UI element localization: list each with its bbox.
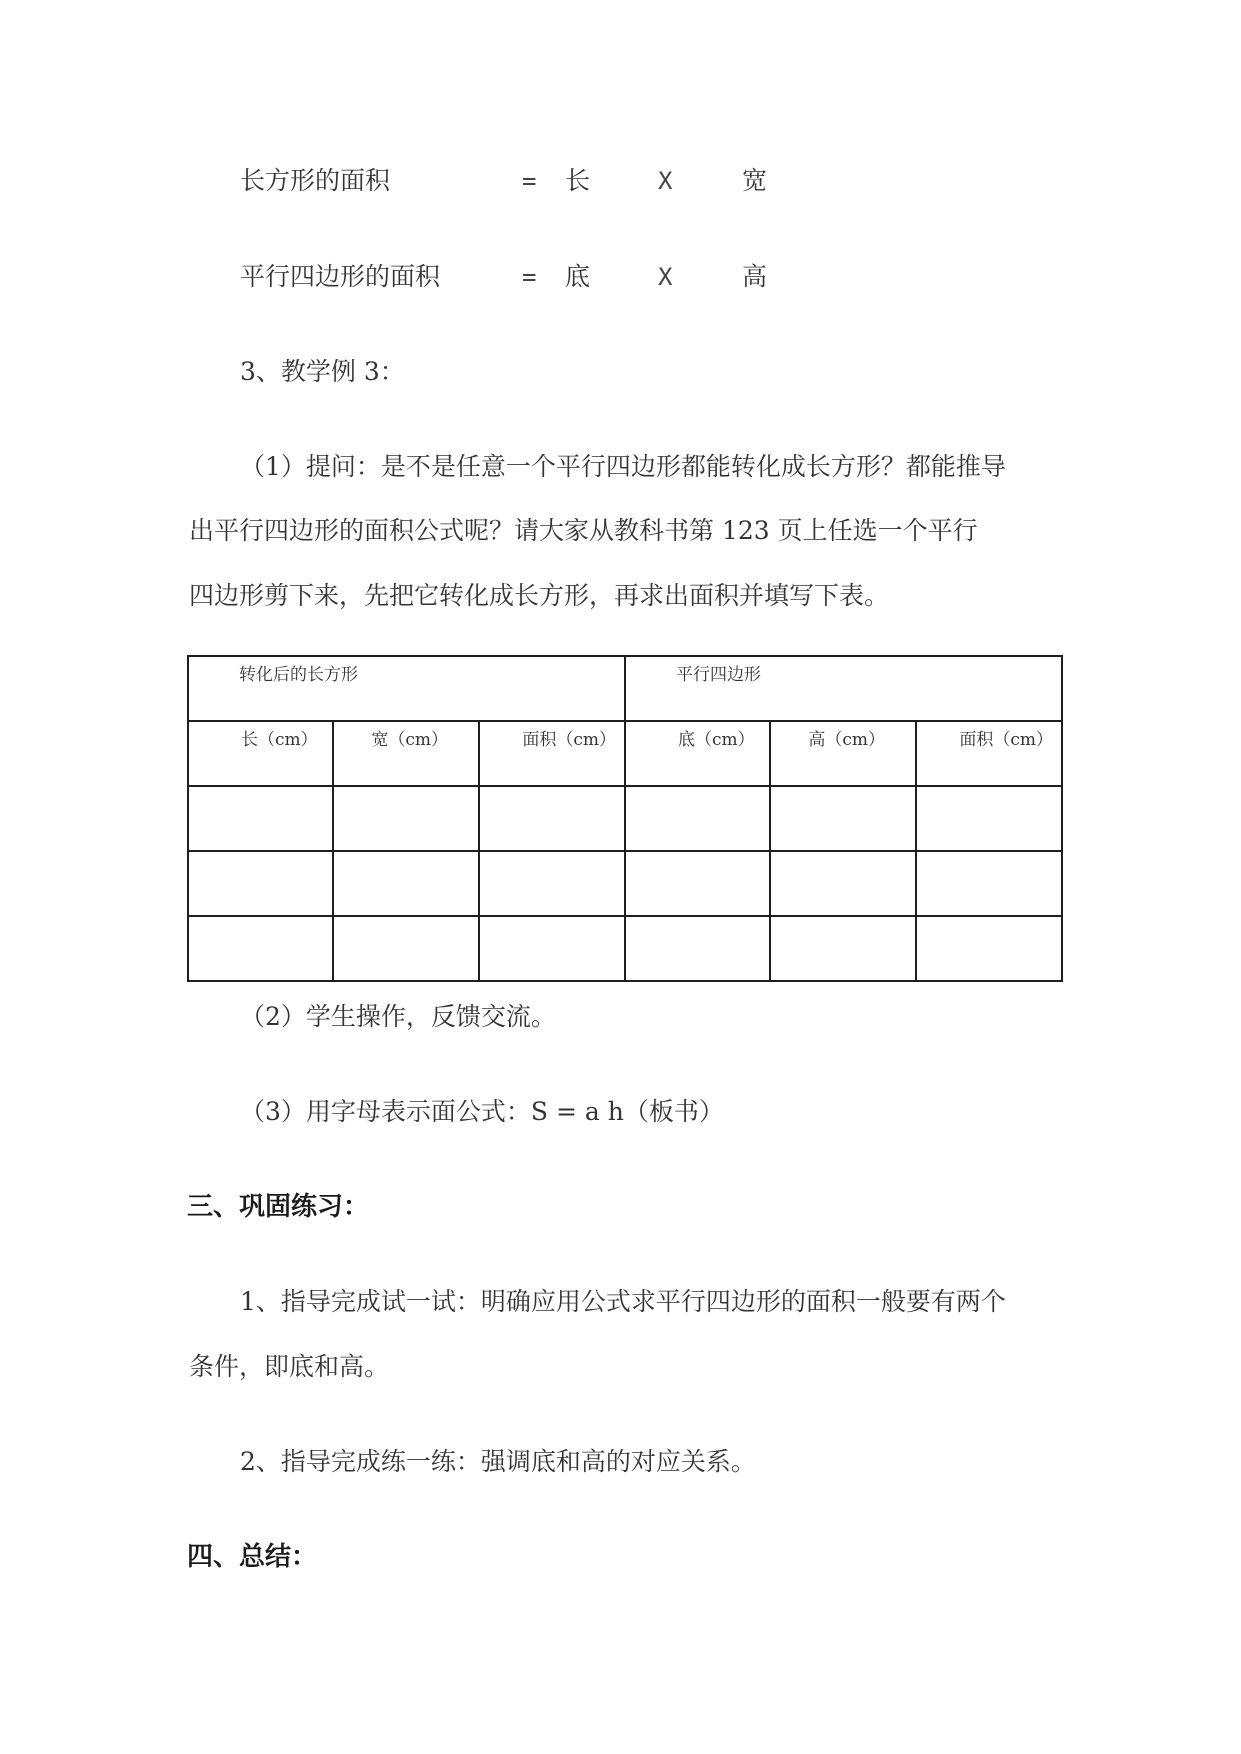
example-q2: （2）学生操作，反馈交流。: [240, 1002, 556, 1031]
table-cell: [625, 851, 770, 916]
column-header-base: 底（cm）: [625, 721, 770, 786]
formula-rectangle-name: 长方形的面积: [240, 166, 391, 195]
table-cell: [770, 916, 916, 981]
formula-rectangle-width: 宽: [742, 166, 768, 195]
column-header-width: 宽（cm）: [333, 721, 479, 786]
table-cell: [770, 851, 916, 916]
table-cell: [770, 786, 916, 851]
table-cell: [625, 916, 770, 981]
table-cell: [333, 916, 479, 981]
table-row: [188, 916, 1062, 981]
section-3-heading: 三、巩固练习：: [187, 1192, 370, 1222]
formula-parallelogram-name: 平行四边形的面积: [240, 262, 441, 291]
formula-rectangle-equals: =: [522, 167, 537, 195]
table-cell: [333, 786, 479, 851]
example-title: 3、教学例 3：: [240, 357, 405, 386]
formula-parallelogram-height: 高: [742, 262, 768, 291]
table-cell: [188, 916, 333, 981]
table-row: [188, 851, 1062, 916]
section-3-item-1-line-1: 1、指导完成试一试：明确应用公式求平行四边形的面积一般要有两个: [240, 1287, 1006, 1316]
table-cell: [479, 851, 625, 916]
table-cell: [916, 851, 1062, 916]
example-q1-line-1: （1）提问：是不是任意一个平行四边形都能转化成长方形？都能推导: [240, 452, 1006, 481]
table-column-header-row: [188, 721, 1062, 786]
formula-parallelogram-equals: =: [522, 263, 537, 291]
table-cell: [479, 786, 625, 851]
section-4-heading: 四、总结：: [187, 1542, 318, 1572]
example-q1-line-2: 出平行四边形的面积公式呢？请大家从教科书第 123 页上任选一个平行: [189, 516, 978, 545]
formula-parallelogram-times: X: [658, 263, 673, 291]
section-3-item-2: 2、指导完成练一练：强调底和高的对应关系。: [240, 1447, 756, 1476]
formula-rectangle-length: 长: [565, 166, 591, 195]
section-3-item-1-line-2: 条件，即底和高。: [189, 1352, 390, 1381]
formula-rectangle-times: X: [658, 167, 673, 195]
example-q3: （3）用字母表示面公式：S = a h（板书）: [240, 1097, 724, 1126]
group-header-parallelogram: 平行四边形: [625, 656, 1062, 721]
group-header-rectangle: 转化后的长方形: [188, 656, 625, 721]
table-row: [188, 786, 1062, 851]
table-cell: [188, 786, 333, 851]
column-header-rect-area: 面积（cm）: [479, 721, 625, 786]
column-header-para-area: 面积（cm）: [916, 721, 1062, 786]
table-cell: [333, 851, 479, 916]
table-cell: [916, 916, 1062, 981]
example-q1-line-3: 四边形剪下来，先把它转化成长方形，再求出面积并填写下表。: [189, 581, 890, 610]
area-table: [187, 655, 1063, 982]
table-cell: [188, 851, 333, 916]
table-cell: [479, 916, 625, 981]
column-header-height: 高（cm）: [770, 721, 916, 786]
table-group-header-row: [188, 656, 1062, 721]
table-cell: [916, 786, 1062, 851]
column-header-length: 长（cm）: [188, 721, 333, 786]
formula-parallelogram-base: 底: [565, 262, 591, 291]
table-cell: [625, 786, 770, 851]
